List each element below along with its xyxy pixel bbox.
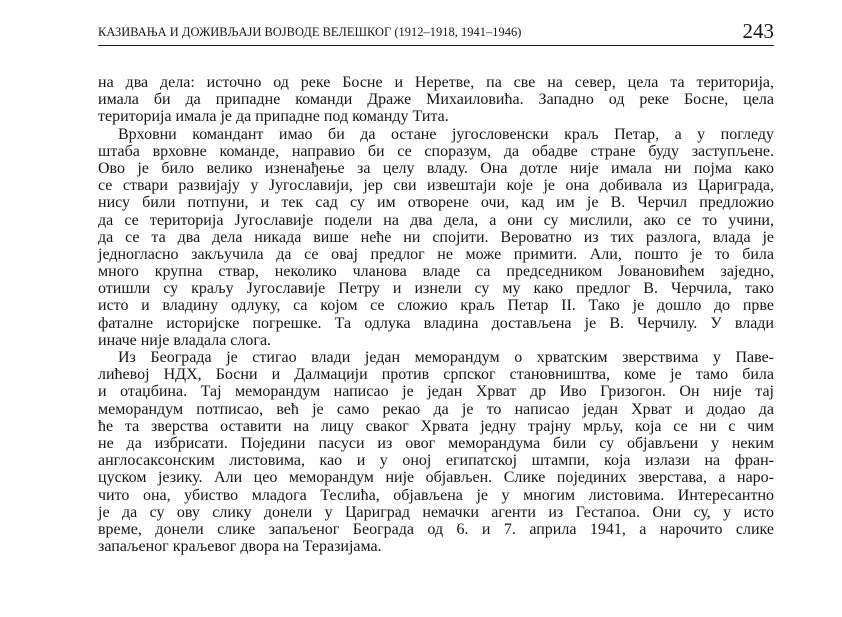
text-line: лићевој НДХ, Босни и Далмацији против српског становништва, коме је тамо била — [98, 366, 774, 384]
text-line: запаљеног краљевог двора на Теразијама. — [98, 538, 382, 556]
text-line: имала би да припадне команди Драже Михаиловића. Западно од реке Босне, цела — [98, 91, 774, 109]
text-line: на два дела: источно од реке Босне и Неретве, па све на север, цела та територија, — [98, 74, 774, 91]
text-line: англосаксонским листовима, као и у оној египатској штампи, која излази на фран- — [98, 452, 774, 470]
paragraph-start-line: Врховни командант имао би да остане југословенски краљ Петар, а у погледу — [118, 125, 774, 143]
text-line: се ствари развијају у Југославији, јер сви извештаји које је она добивала из Цариграда, — [98, 177, 774, 195]
page-number: 243 — [742, 19, 774, 43]
header-rule — [98, 45, 774, 46]
text-line: штаба врховне команде, направио би се споразум, да обадве стране буду заступљене. — [98, 142, 774, 160]
text-line: чито она, убиство младога Теслића, објављена је у многим листовима. Интересантно — [98, 486, 774, 504]
text-line: не да избрисати. Поједини пасуси из овог меморандума били су објављени у неким — [98, 434, 774, 452]
paragraph-start-line: Из Београда је стигао влади један меморандум о хрватским зверствима у Паве- — [118, 349, 774, 366]
text-line: да се територија Југославије подели на два дела, а они су мислили, ако се то учини, — [98, 211, 774, 229]
text-line: Ово је било велико изненађење за целу владу. Она дотле није имала ни појма како — [98, 159, 774, 177]
running-header-title: КАЗИВАЊА И ДОЖИВЉАЈИ ВОЈВОДЕ ВЕЛЕШКОГ (1912–1918, 1941–1946) — [98, 25, 522, 39]
text-line: меморандум потписао, већ је само рекао да је то написао један Хрват и додао да — [98, 400, 774, 418]
text-line: отишли су краљу Југославије Петру и изнели су му како предлог В. Черчила, тако — [98, 280, 774, 298]
text-line: је да су ову слику донели у Цариград немачки агенти из Гестапоа. Они су, у исто — [98, 503, 774, 521]
text-line: иначе није владала слога. — [98, 331, 272, 349]
text-line: нису били потпуни, и тек сад су им отворене очи, кад им је В. Черчил предложио — [98, 194, 774, 212]
text-line: много крупна ствар, неколико чланова владе са председником Јовановићем заједно, — [98, 263, 774, 281]
text-line: једногласно закључила да се овај предлог не може примити. Али, пошто је то била — [98, 245, 774, 263]
text-line: ће та зверства оставити на лицу сваког Хрвата једну трајну мрљу, која се ни с чим — [98, 417, 774, 435]
text-line: време, донели слике запаљеног Београда од 6. и 7. априла 1941, а нарочито слике — [98, 520, 774, 538]
text-line: цуском језику. Али цео меморандум није објављен. Слике појединих зверстава, а наро- — [98, 469, 774, 487]
text-line: да се та два дела никада више неће ни спојити. Вероватно из тих разлога, влада је — [98, 228, 774, 246]
text-line: исто и владину одлуку, са којом се сложио краљ Петар II. Тако је дошло до прве — [98, 297, 774, 315]
text-line: и отаџбина. Тај меморандум написао је један Хрват др Иво Гризогон. Он није тај — [98, 383, 774, 401]
text-line: територија имала је да припадне под команду Тита. — [98, 108, 449, 126]
text-line: фаталне историјске погрешке. Та одлука владина достављена је В. Черчилу. У влади — [98, 314, 774, 332]
body-text — [98, 74, 774, 555]
running-header — [98, 19, 774, 43]
